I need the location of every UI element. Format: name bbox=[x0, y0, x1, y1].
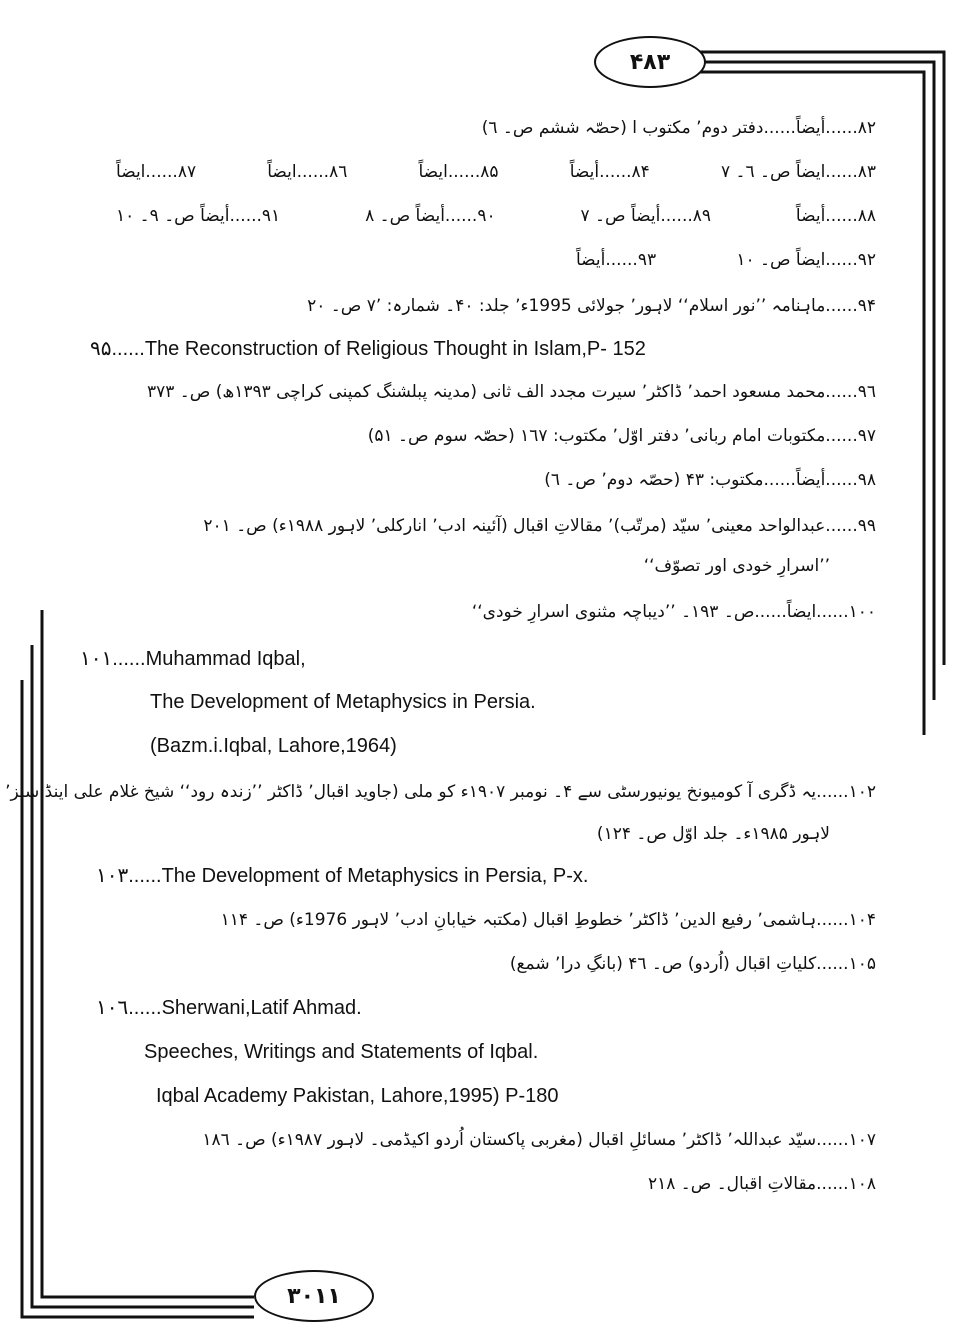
notes-row-92-93 bbox=[576, 248, 876, 272]
note-103-num: ۱۰۳ bbox=[96, 865, 129, 887]
note-90: ۹۰......أیضاً ص۔ ۸ bbox=[365, 206, 496, 226]
note-102-cont: لاہور ۱۹۸۵ء۔ جلد اوّل ص۔ ۱۲۴) bbox=[596, 824, 830, 844]
note-87: ۸۷......ایضاً bbox=[116, 162, 197, 182]
note-101-title: The Development of Metaphysics in Persia. bbox=[150, 691, 536, 713]
note-85: ۸۵......ایضاً bbox=[418, 162, 499, 182]
note-104: ۱۰۴......ہاشمی٬ رفیع الدین٬ ڈاکٹر٬ خطوطِ اقبال (مکتبہ خیابانِ ادب٬ لاہور 1976ء) ص۔ ۱۱۴ bbox=[220, 910, 876, 930]
note-93: ۹۳......أیضاً bbox=[576, 250, 657, 270]
note-89: ۸۹......أیضاً ص۔ ۷ bbox=[580, 206, 712, 226]
note-101-num: ۱۰۱ bbox=[80, 648, 113, 670]
note-101: ۱۰۱......Muhammad Iqbal, bbox=[80, 648, 306, 670]
note-95-num: ۹۵ bbox=[90, 338, 112, 360]
note-82-num: ۸۲ bbox=[857, 118, 876, 138]
note-99: ۹۹......عبدالواحد معینی٬ سیّد (مرتّب)٬ مقالاتِ اقبال (آئینہ ادب٬ انارکلی٬ لاہور ۱۹۸۸ء) ص۔ ۲۰۱ bbox=[203, 516, 876, 536]
note-106-num: ۱۰٦ bbox=[96, 997, 129, 1019]
note-101-author: Muhammad Iqbal, bbox=[145, 648, 306, 670]
notes-row-88-91 bbox=[116, 204, 876, 228]
note-108: ۱۰۸......مقالاتِ اقبال۔ ص۔ ۲۱۸ bbox=[647, 1174, 876, 1194]
note-83: ۸۳......ایضاً ص۔ ٦۔ ۷ bbox=[720, 162, 876, 182]
note-97: ۹۷......مکتوبات امام ربانی٬ دفتر اوّل٬ مکتوب: ۱٦۷ (حصّہ سوم ص۔ ۵۱) bbox=[367, 426, 876, 446]
note-95-text: The Reconstruction of Religious Thought in Islam,P- 152 bbox=[144, 338, 646, 360]
note-106-publisher: Iqbal Academy Pakistan, Lahore,1995) P-180 bbox=[156, 1085, 559, 1107]
note-82-text: أیضاً......دفتر دوم٬ مکتوب ا (حصّہ ششم ص۔ ٦) bbox=[481, 118, 826, 138]
note-88: ۸۸......أیضاً bbox=[795, 206, 876, 226]
note-96: ۹٦......محمد مسعود احمد٬ ڈاکٹر٬ سیرت مجدد الف ثانی (مدینہ پبلشنگ کمپنی کراچی ۱۳۹۳ھ) ص۔ ۳۷۳ bbox=[146, 382, 876, 402]
note-86: ۸٦......ایضاً bbox=[267, 162, 348, 182]
note-106: ۱۰٦......Sherwani,Latif Ahmad. bbox=[96, 997, 362, 1019]
note-82: ۸۲......أیضاً......دفتر دوم٬ مکتوب ا (حصّہ ششم ص۔ ٦) bbox=[481, 118, 876, 138]
note-92: ۹۲......ایضاً ص۔ ۱۰ bbox=[736, 250, 876, 270]
note-94: ۹۴......ماہنامہ ’’نور اسلام‘‘ لاہور٬ جولائی 1995ء٬ جلد: ۴۰۔ شمارہ: ۷٬ ص۔ ۲۰ bbox=[307, 296, 876, 316]
note-95: ۹۵......The Reconstruction of Religious Thought in Islam,P- 152 bbox=[90, 338, 646, 360]
notes-row-83-87 bbox=[116, 160, 876, 184]
note-102: ۱۰۲......یہ ڈگری آ کومیونخ یونیورسٹی سے ۴۔ نومبر ۱۹۰۷ء کو ملی (جاوید اقبال٬ ڈاکٹر ’’زندہ رود‘‘ شیخ غلام علی اینڈ سنز٬ bbox=[5, 782, 876, 802]
header-page-number: ۴۸۳ bbox=[594, 36, 706, 88]
note-100: ۱۰۰......ایضاً......ص۔ ۱۹۳۔ ’’دیباچہ مثنوی اسرارِ خودی‘‘ bbox=[471, 602, 876, 622]
note-107: ۱۰۷......سیّد عبداللہ٬ ڈاکٹر٬ مسائلِ اقبال (مغربی پاکستان اُردو اکیڈمی۔ لاہور ۱۹۸۷ء) ص۔ ۱۸٦ bbox=[202, 1130, 876, 1150]
note-91: ۹۱......أیضاً ص۔ ۹۔ ۱۰ bbox=[116, 206, 281, 226]
note-99-subtitle: ’’اسرارِ خودی اور تصوّف‘‘ bbox=[643, 556, 830, 576]
note-105: ۱۰۵......کلیاتِ اقبال (اُردو) ص۔ ۴٦ (بانگِ درا٬ شمع) bbox=[509, 954, 876, 974]
note-101-publisher: (Bazm.i.Iqbal, Lahore,1964) bbox=[150, 735, 397, 757]
note-106-author: Sherwani,Latif Ahmad. bbox=[161, 997, 362, 1019]
note-98: ۹۸......أیضاً......مکتوب: ۴۳ (حصّہ دوم٬ ص۔ ٦) bbox=[544, 470, 876, 490]
note-103-text: The Development of Metaphysics in Persia, P-x. bbox=[161, 865, 589, 887]
note-103: ۱۰۳......The Development of Metaphysics in Persia, P-x. bbox=[96, 865, 589, 887]
note-106-title: Speeches, Writings and Statements of Iqbal. bbox=[144, 1041, 539, 1063]
footer-page-number: ۳۰۱۱ bbox=[254, 1270, 374, 1322]
note-84: ۸۴......أیضاً bbox=[569, 162, 650, 182]
